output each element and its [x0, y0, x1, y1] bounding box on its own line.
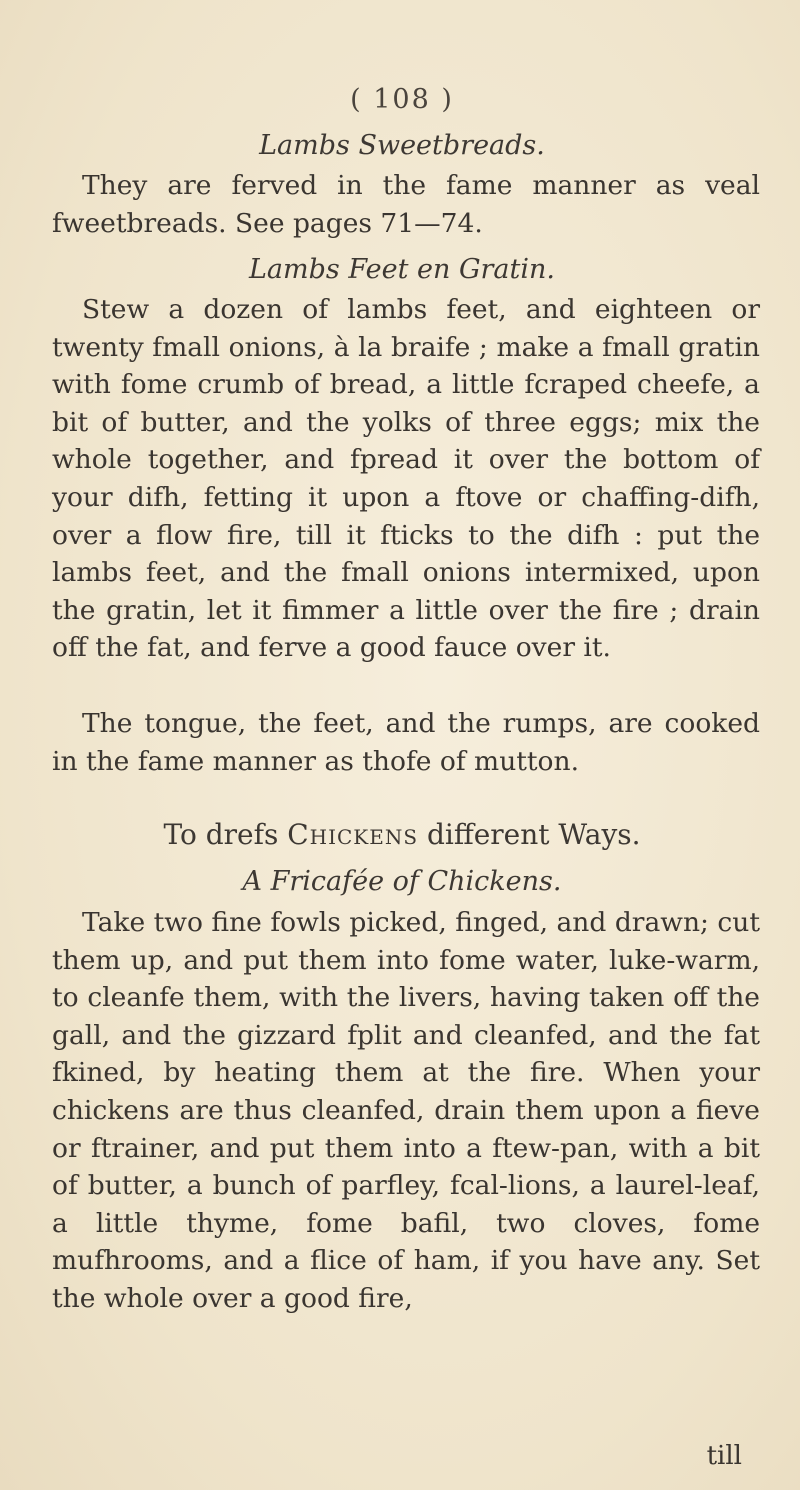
heading-dress-chickens-suffix: different Ways.	[426, 818, 641, 851]
heading-lambs-feet-en-gratin: Lambs Feet en Gratin.	[249, 254, 555, 285]
heading-dress-chickens-prefix: To drefs	[163, 818, 279, 851]
heading-fricassee-chickens: A Fricafée of Chickens.	[242, 866, 562, 897]
paragraph-tongue-feet-rumps: The tongue, the feet, and the rumps, are cooked in the fame manner as thofe of mutton.	[52, 708, 760, 777]
paragraph-sweetbreads: They are ferved in the fame manner as veal fweetbreads. See pages 71—74.	[52, 170, 760, 239]
paragraph-fricassee: Take two fine fowls picked, finged, and drawn; cut them up, and put them into fome water, luke-warm, to cleanfe them, with the livers, having taken off the gall, and the gizzard fplit and cleanfed, and the fat fkined, by heating them at the fire. When your chickens are thus cleanfed, drain them upon a fieve or ftrainer, and put them into a ftew-pan, with a bit of butter, a bunch of parfley, fcal-lions, a laurel-leaf, a little thyme, fome bafil, two cloves, fome mufhrooms, and a flice of ham, if you have any. Set the whole over a good fire,	[52, 907, 760, 1314]
book-page	[52, 0, 772, 1490]
catchword: till	[706, 1441, 742, 1471]
heading-dress-chickens-caps: Chickens	[287, 818, 419, 851]
page-number: ( 108 )	[350, 84, 454, 115]
heading-dress-chickens	[52, 818, 752, 851]
paragraph-feet-gratin: Stew a dozen of lambs feet, and eighteen or twenty fmall onions, à la braife ; make a fmall gratin with fome crumb of bread, a little fcraped cheefe, a bit of butter, and the yolks of three eggs; mix the whole together, and fpread it over the bottom of your difh, fetting it upon a ftove or chaffing-difh, over a flow fire, till it fticks to the difh : put the lambs feet, and the fmall onions intermixed, upon the gratin, let it fimmer a little over the fire ; drain off the fat, and ferve a good fauce over it.	[52, 294, 760, 664]
heading-lambs-sweetbreads: Lambs Sweetbreads.	[259, 130, 545, 161]
